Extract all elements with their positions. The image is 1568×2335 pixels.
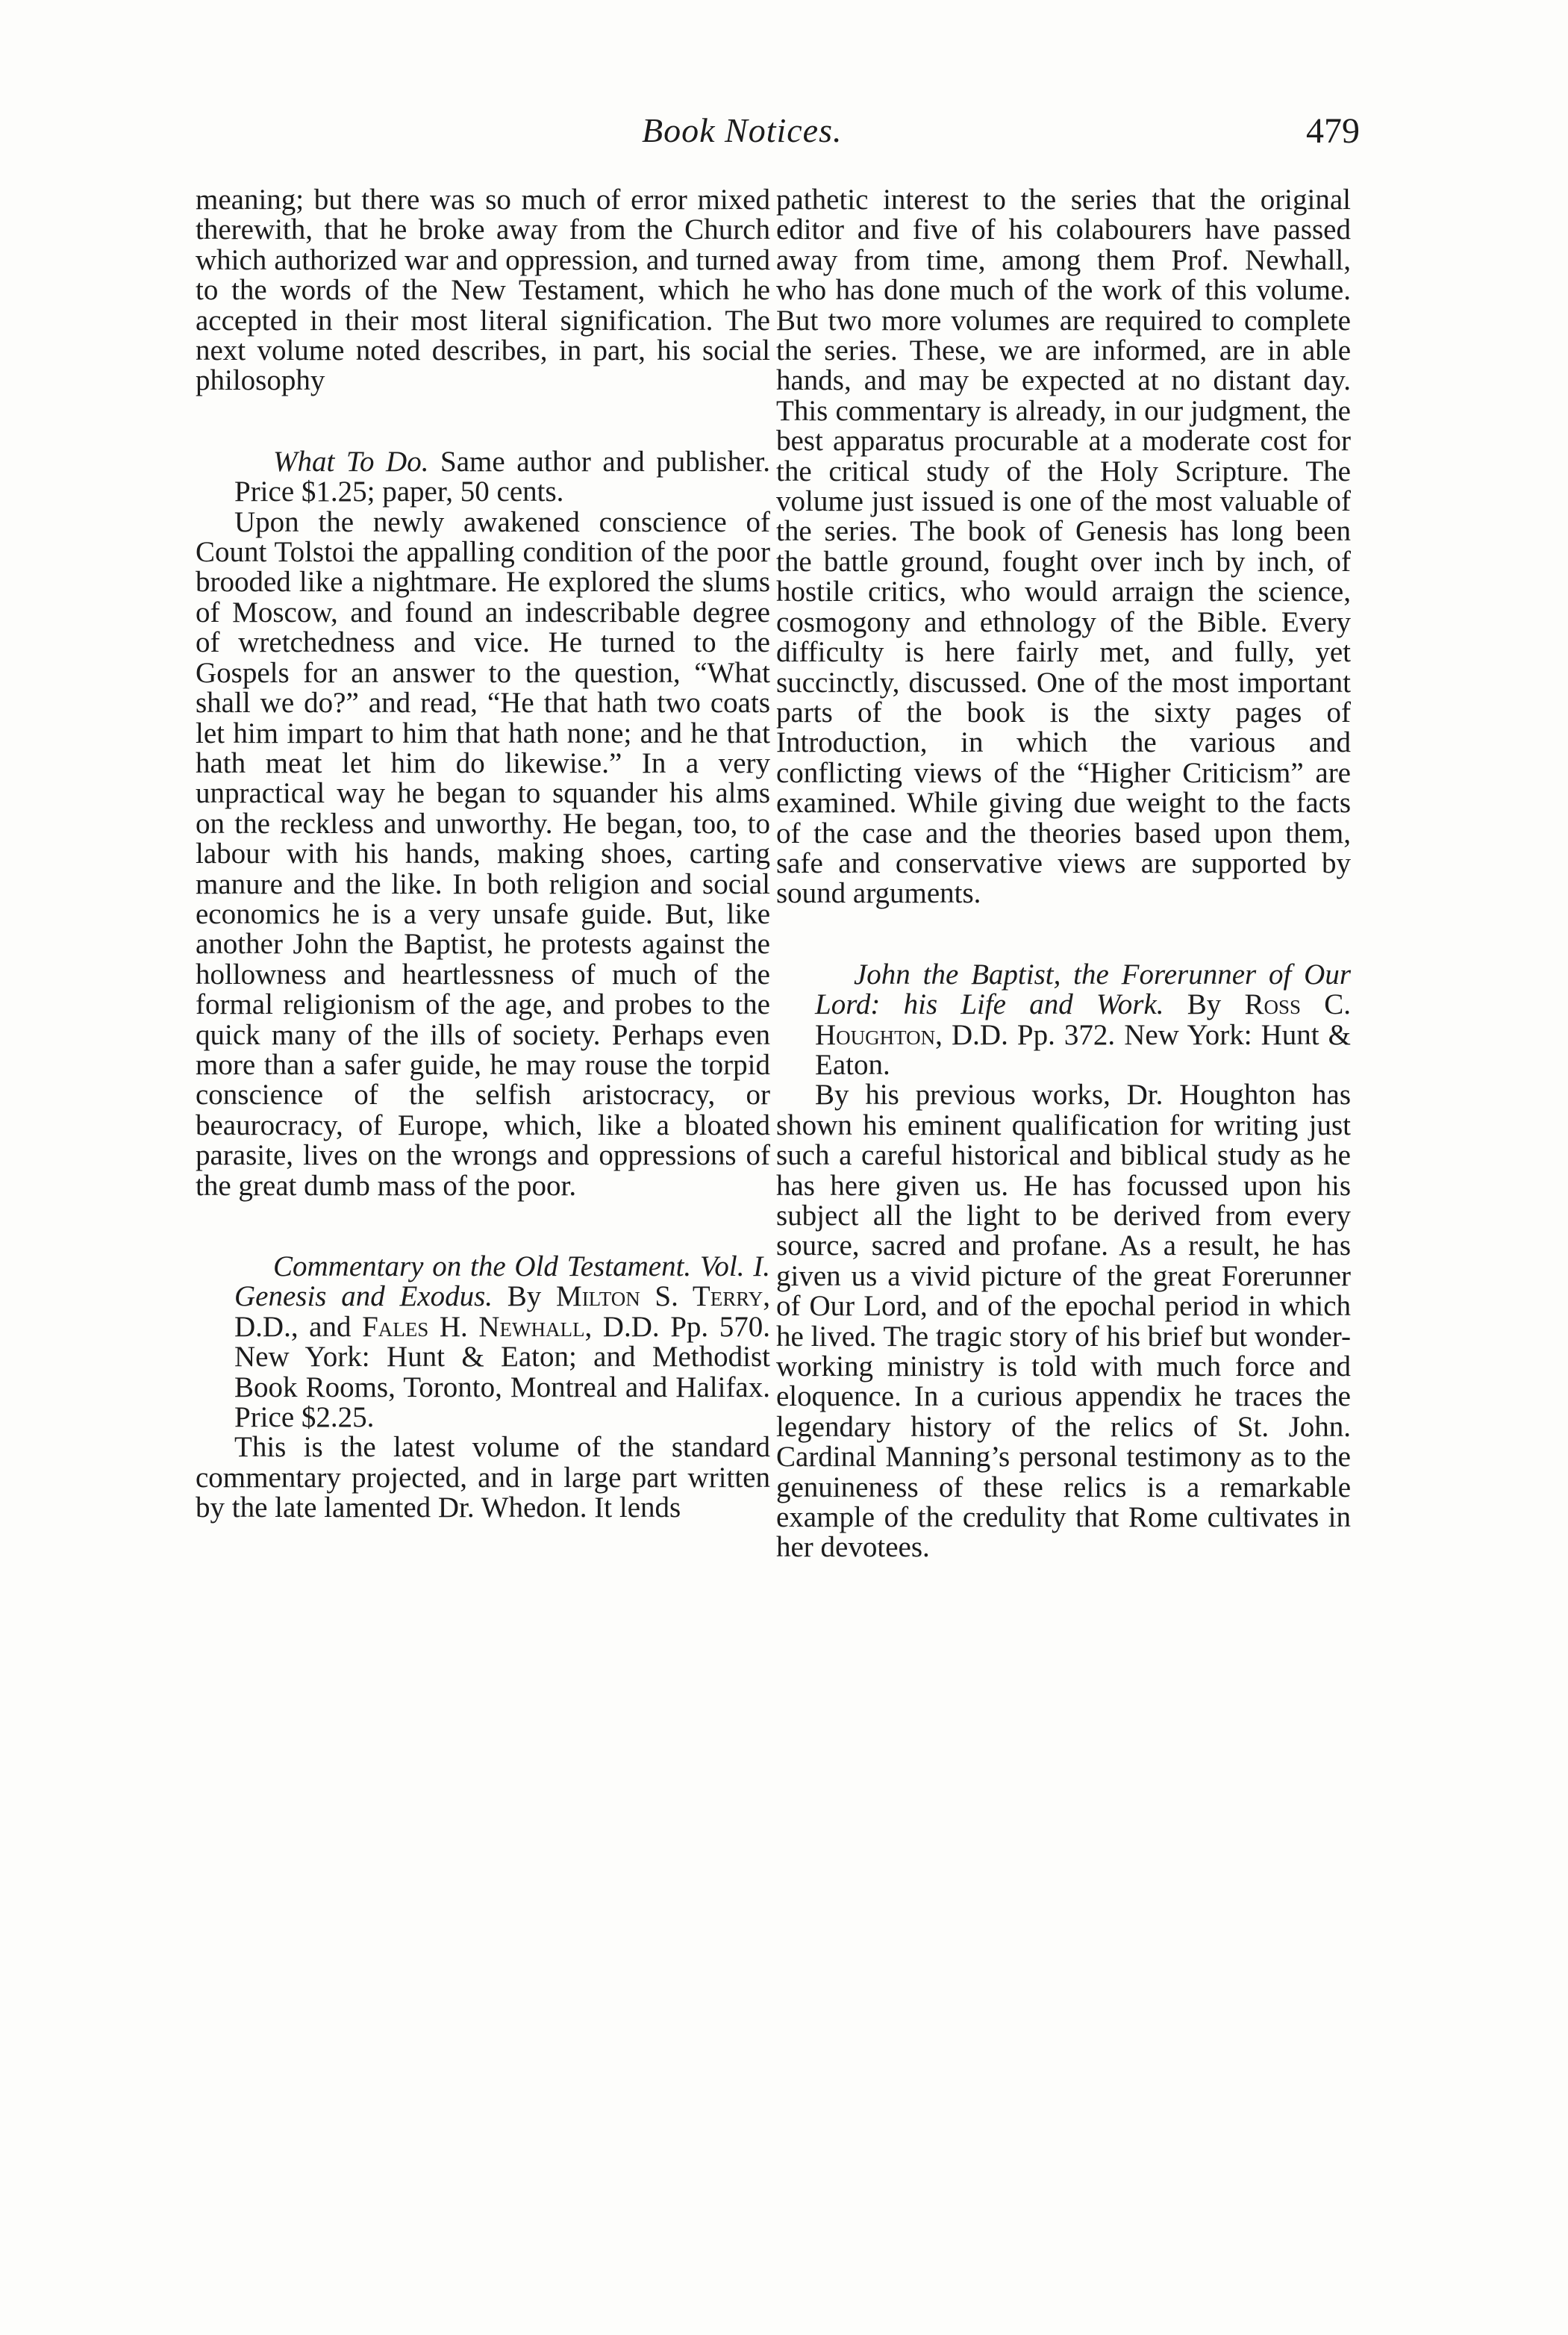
notice-title: John the Baptist, the Forerunner of Our Lord: his Life and Work.	[815, 958, 1351, 1021]
right-column	[776, 185, 1351, 1563]
notice-author: Milton S. Terry	[556, 1280, 763, 1313]
notice-heading-commentary	[196, 1252, 770, 1433]
notice-heading-john-the-baptist	[776, 960, 1351, 1081]
notice-by: By	[493, 1280, 557, 1313]
notice-details: , D.D. Pp. 570. New York: Hunt & Eaton; and Methodist Book Rooms, Toronto, Montreal and Halifax. Price $2.25.	[234, 1310, 770, 1434]
carry-over-paragraph: pathetic interest to the series that the original editor and five of his colabourers have passed away from time, among them Prof. Newhall, who has done much of the work of this volume. But two more volumes are required to complete the series. These, we are informed, are in able hands, and may be expected at no distant day. This commentary is already, in our judgment, the best apparatus procurable at a moderate cost for the critical study of the Holy Scripture. The volume just issued is one of the most valuable of the series. The book of Genesis has long been the battle ground, fought over inch by inch, of hostile critics, who would arraign the science, cosmogony and ethnology of the Bible. Every difficulty is here fairly met, and fully, yet succinctly, discussed. One of the most important parts of the book is the sixty pages of Introduction, in which the various and conflicting views of the “Higher Criticism” are examined. While giving due weight to the facts of the case and the theories based upon them, safe and conservative views are supported by sound arguments.	[776, 184, 1351, 910]
notice-details: , D.D. Pp. 372. New York: Hunt & Eaton.	[815, 1018, 1351, 1081]
running-head	[0, 110, 1568, 155]
running-title: Book Notices.	[642, 111, 843, 149]
notice-heading-what-to-do	[196, 447, 770, 508]
notice-title: Commentary on the Old Testament. Vol. I. Genesis and Exodus.	[234, 1250, 770, 1313]
carry-over-paragraph: meaning; but there was so much of error mixed therewith, that he broke away from the Church which authorized war and oppression, and turned to the words of the New Testament, which he accepted in their most literal signification. The next volume noted describes, in part, his social philosophy	[196, 184, 770, 397]
notice-author: Ross C. Houghton	[815, 988, 1351, 1051]
page-number: 479	[1306, 111, 1360, 151]
notice-details: Same author and publisher. Price $1.25; paper, 50 cents.	[234, 445, 770, 508]
notice-author-joiner: , D.D., and	[234, 1280, 771, 1343]
notice-body: By his previous works, Dr. Houghton has shown his eminent qualification for writing just such a careful historical and biblical study as he has here given us. He has focussed upon his subject all the light to be derived from every source, sacred and profane. As a result, he has given us a vivid picture of the great Forerunner of Our Lord, and of the epochal period in which he lived. The tragic story of his brief but wonder-working ministry is told with much force and eloquence. In a curious appendix he traces the legendary history of the relics of St. John. Cardinal Manning’s personal testimony as to the genuineness of these relics is a remarkable example of the credulity that Rome cultivates in her devotees.	[776, 1079, 1351, 1564]
notice-title: What To Do.	[273, 445, 429, 478]
left-column	[196, 185, 770, 1524]
notice-by: By	[1163, 988, 1245, 1021]
notice-body: This is the latest volume of the standard commentary projected, and in large part written by the late lamented Dr. Whedon. It lends	[196, 1431, 770, 1524]
notice-body: Upon the newly awakened conscience of Count Tolstoi the appalling condition of the poor brooded like a nightmare. He explored the slums of Moscow, and found an indescribable degree of wretchedness and vice. He turned to the Gospels for an answer to the question, “What shall we do?” and read, “He that hath two coats let him impart to him that hath none; and he that hath meat let him do likewise.” In a very unpractical way he began to squander his alms on the reckless and unworthy. He began, too, to labour with his hands, making shoes, carting manure and the like. In both religion and social economics he is a very unsafe guide. But, like another John the Baptist, he protests against the hollowness and heartlessness of much of the formal religionism of the age, and probes to the quick many of the ills of society. Perhaps even more than a safer guide, he may rouse the torpid conscience of the selfish aristocracy, or beaurocracy, of Europe, which, like a bloated parasite, lives on the wrongs and oppressions of the great dumb mass of the poor.	[196, 505, 770, 1202]
notice-author: Fales H. Newhall	[362, 1310, 585, 1343]
